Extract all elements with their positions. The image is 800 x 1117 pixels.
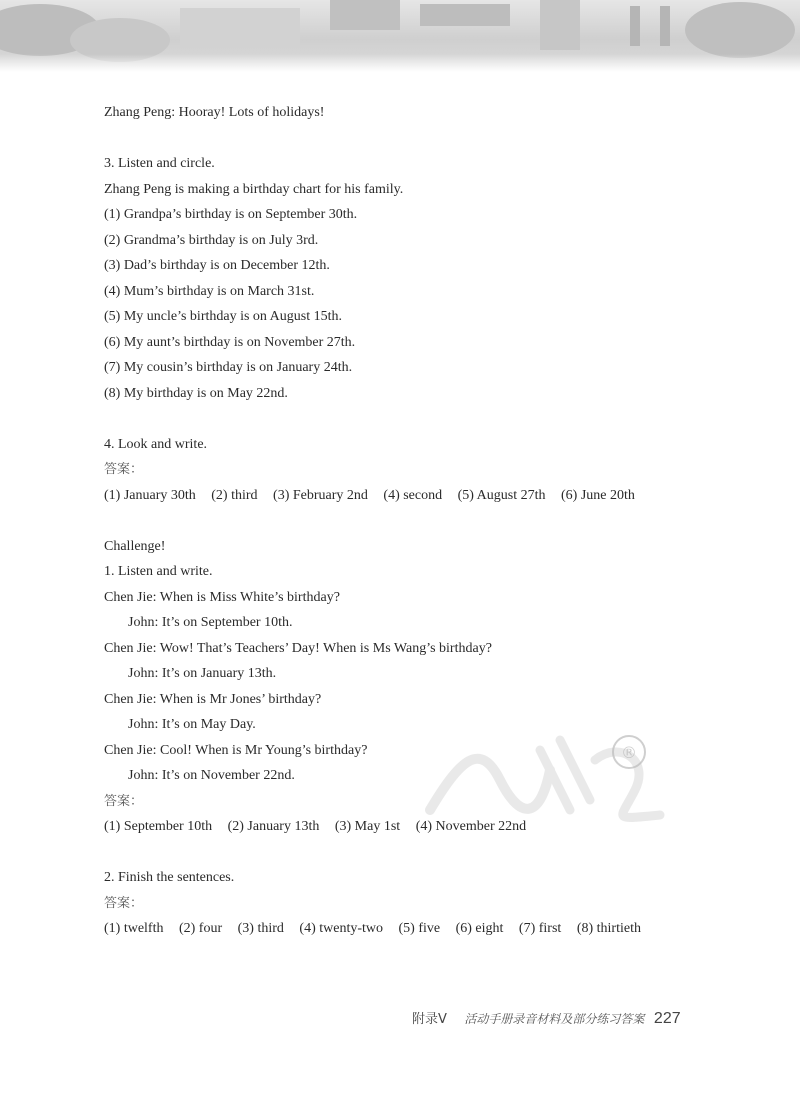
dialogue-line: John: It’s on January 13th. [128,666,277,681]
answer-item: (3) February 2nd [273,487,368,503]
answer-item: (3) third [237,921,284,936]
answer-item: (2) January 13th [227,819,320,834]
registered-mark-icon: ® [612,735,646,769]
dialogue-line: John: It’s on May Day. [128,717,256,732]
answer-item: (1) September 10th [104,819,213,834]
page-number: 227 [653,1010,681,1027]
list-item: (5) My uncle’s birthday is on August 15th. [104,309,342,324]
section-3-heading: 3. Listen and circle. [104,156,215,171]
answer-item: (1) January 30th [104,487,196,503]
answer-item: (7) first [518,921,562,936]
footer-title: 活动手册录音材料及部分练习答案 [464,1012,645,1026]
answer-item: (6) June 20th [561,487,635,503]
answer-item: (5) five [398,921,441,936]
answer-label: 答案： [104,462,144,477]
dialogue-line: Chen Jie: When is Mr Jones’ birthday? [104,691,322,707]
answer-row [104,916,744,942]
challenge-title: Challenge! [104,538,166,554]
answer-item: (2) third [211,487,258,503]
list-item: (8) My birthday is on May 22nd. [104,385,288,401]
answer-row [104,483,744,509]
list-item: (6) My aunt’s birthday is on November 27th. [104,334,356,350]
list-item: (3) Dad’s birthday is on December 12th. [104,258,330,273]
list-item: (4) Mum’s birthday is on March 31st. [104,283,315,299]
dialogue-line: John: It’s on November 22nd. [128,768,295,783]
dialogue-line: John: It’s on September 10th. [128,615,293,630]
page-footer [412,1008,681,1028]
answer-item: (4) twenty-two [299,921,383,936]
list-item: (2) Grandma’s birthday is on July 3rd. [104,232,319,248]
answer-item: (4) November 22nd [415,819,527,834]
footer-appendix: 附录V [412,1012,447,1027]
section-3-intro: Zhang Peng is making a birthday chart for his family. [104,181,404,197]
challenge-1-heading: 1. Listen and write. [104,564,213,579]
dialogue-line: Chen Jie: Cool! When is Mr Young’s birthday? [104,742,368,758]
header-banner-image [0,0,800,72]
answer-item: (2) four [178,921,223,936]
answer-item: (3) May 1st [334,819,401,834]
section-4-heading: 4. Look and write. [104,436,208,452]
answer-item: (4) second [383,487,443,503]
answer-item: (1) twelfth [104,921,164,936]
list-item: (7) My cousin’s birthday is on January 24th. [104,360,353,375]
answer-item: (6) eight [455,921,504,936]
answer-label: 答案： [104,895,144,911]
list-item: (1) Grandpa’s birthday is on September 30th. [104,207,358,222]
challenge-2-heading: 2. Finish the sentences. [104,870,235,885]
dialogue-line: Chen Jie: Wow! That’s Teachers’ Day! When is Ms Wang’s birthday? [104,640,492,656]
dialogue-line: Zhang Peng: Hooray! Lots of holidays! [104,105,325,120]
answer-item: (8) thirtieth [576,921,641,936]
answer-item: (5) August 27th [457,487,546,503]
answer-label: 答案： [104,793,144,809]
dialogue-line: Chen Jie: When is Miss White’s birthday? [104,589,340,605]
